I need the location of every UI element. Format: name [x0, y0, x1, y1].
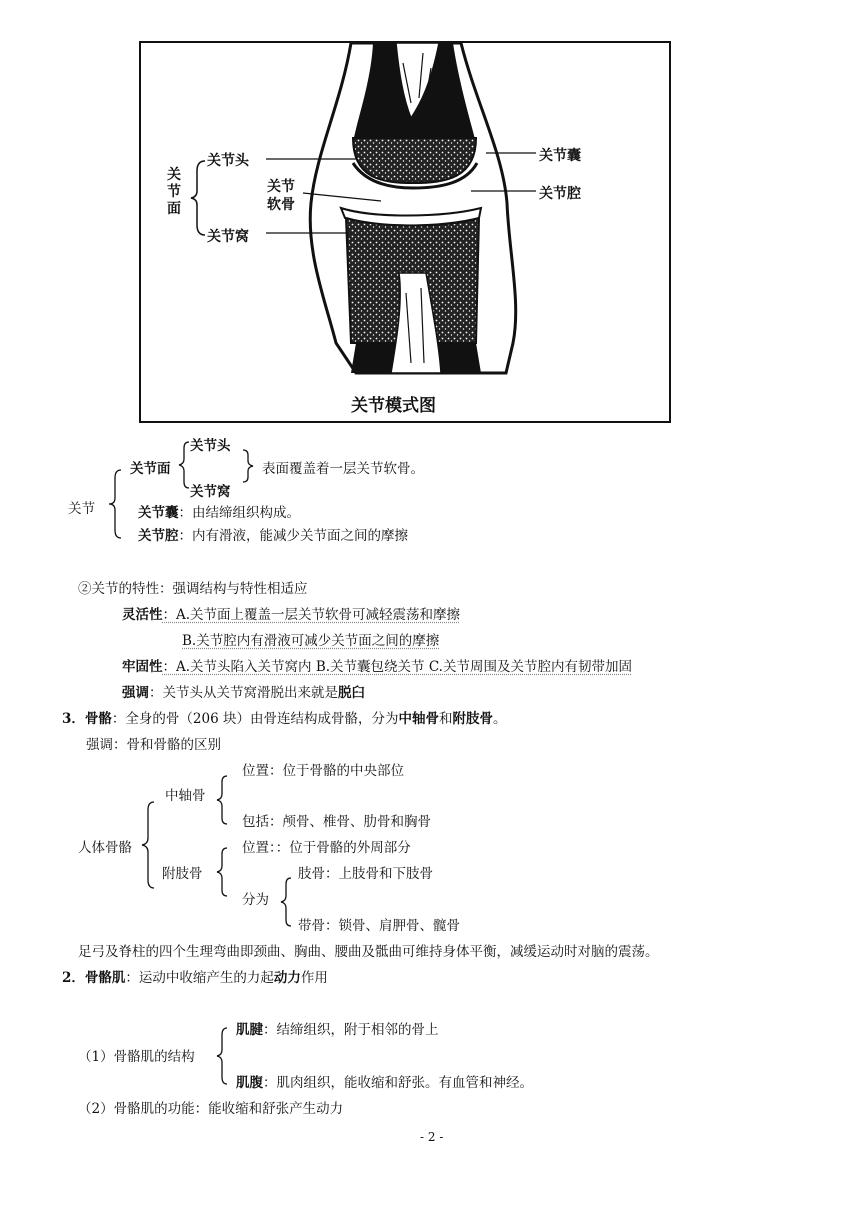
joint-head: 关节头: [190, 438, 231, 454]
capsule-line: 关节囊：由结缔组织构成。: [138, 505, 300, 521]
skeleton-note: 足弓及脊柱的四个生理弯曲即颈曲、胸曲、腰曲及骶曲可维持身体平衡，减缓运动时对脑的震荡。: [78, 944, 659, 960]
figure-title: 关节模式图: [351, 396, 436, 416]
append-brace: [214, 846, 230, 898]
muscle-structure-brace: [214, 1026, 230, 1086]
append-label: 附肢骨: [162, 866, 203, 882]
divide-brace: [278, 876, 294, 928]
features-heading: ②关节的特性：强调结构与特性相适应: [78, 581, 308, 597]
skeleton-emphasis: 强调：骨和骨骼的区别: [86, 737, 221, 753]
cavity-line: 关节腔：内有滑液，能减少关节面之间的摩擦: [138, 528, 408, 544]
surface-desc-brace: [240, 448, 256, 484]
flex-line-a: 灵活性：A.关节面上覆盖一层关节软骨可减轻震荡和摩擦: [122, 607, 461, 623]
joint-diagram: [139, 41, 671, 423]
joint-head-label: 关节头: [207, 153, 249, 169]
joint-socket: 关节窝: [190, 484, 231, 500]
firm-line: 牢固性：A.关节头陷入关节窝内 B.关节囊包绕关节 C.关节周围及关节腔内有韧带加固: [122, 659, 632, 675]
joint-capsule-label: 关节囊: [539, 148, 581, 164]
axial-label: 中轴骨: [165, 788, 206, 804]
joint-cavity-label: 关节腔: [539, 186, 581, 202]
skeleton-line: 3．骨骼：全身的骨（206 块）由骨连结构成骨骼，分为中轴骨和附肢骨。: [62, 711, 507, 727]
muscle-structure: （1）骨骼肌的结构: [78, 1049, 195, 1065]
skeleton-root: 人体骨骼: [78, 840, 132, 856]
cartilage-label: 关节 软骨: [267, 179, 295, 213]
page-number: - 2 -: [420, 1130, 444, 1144]
joint-surface-label: 关 节 面: [167, 167, 181, 217]
append-position: 位置：：位于骨骼的外周部分: [242, 840, 411, 856]
joint-root-brace: [105, 468, 125, 540]
axial-includes: 包括：颅骨、椎骨、肋骨和胸骨: [242, 814, 431, 830]
muscle-function: （2）骨骼肌的功能：能收缩和舒张产生动力: [78, 1101, 344, 1117]
joint-surface: 关节面: [130, 461, 171, 477]
belly-line: 肌腹：肌肉组织，能收缩和舒张。有血管和神经。: [236, 1075, 533, 1091]
muscle-line: 2．骨骼肌：运动中收缩产生的力起动力作用: [62, 970, 328, 986]
flex-line-b: B.关节腔内有滑液可减少关节面之间的摩擦: [182, 633, 440, 649]
axial-position: 位置：位于骨骼的中央部位: [242, 763, 404, 779]
girdle-bones: 带骨：锁骨、肩胛骨、髋骨: [298, 918, 460, 934]
surface-desc: 表面覆盖着一层关节软骨。: [262, 461, 424, 477]
divide-label: 分为: [242, 892, 269, 908]
axial-brace: [214, 774, 230, 826]
joint-socket-label: 关节窝: [207, 229, 249, 245]
emphasis-line: 强调：关节头从关节窝滑脱出来就是脱臼: [122, 685, 365, 701]
skeleton-root-brace: [138, 800, 158, 890]
joint-root: 关节: [68, 501, 95, 517]
tendon-line: 肌腱：结缔组织，附于相邻的骨上: [236, 1022, 439, 1038]
limb-bones: 肢骨：上肢骨和下肢骨: [298, 866, 433, 882]
